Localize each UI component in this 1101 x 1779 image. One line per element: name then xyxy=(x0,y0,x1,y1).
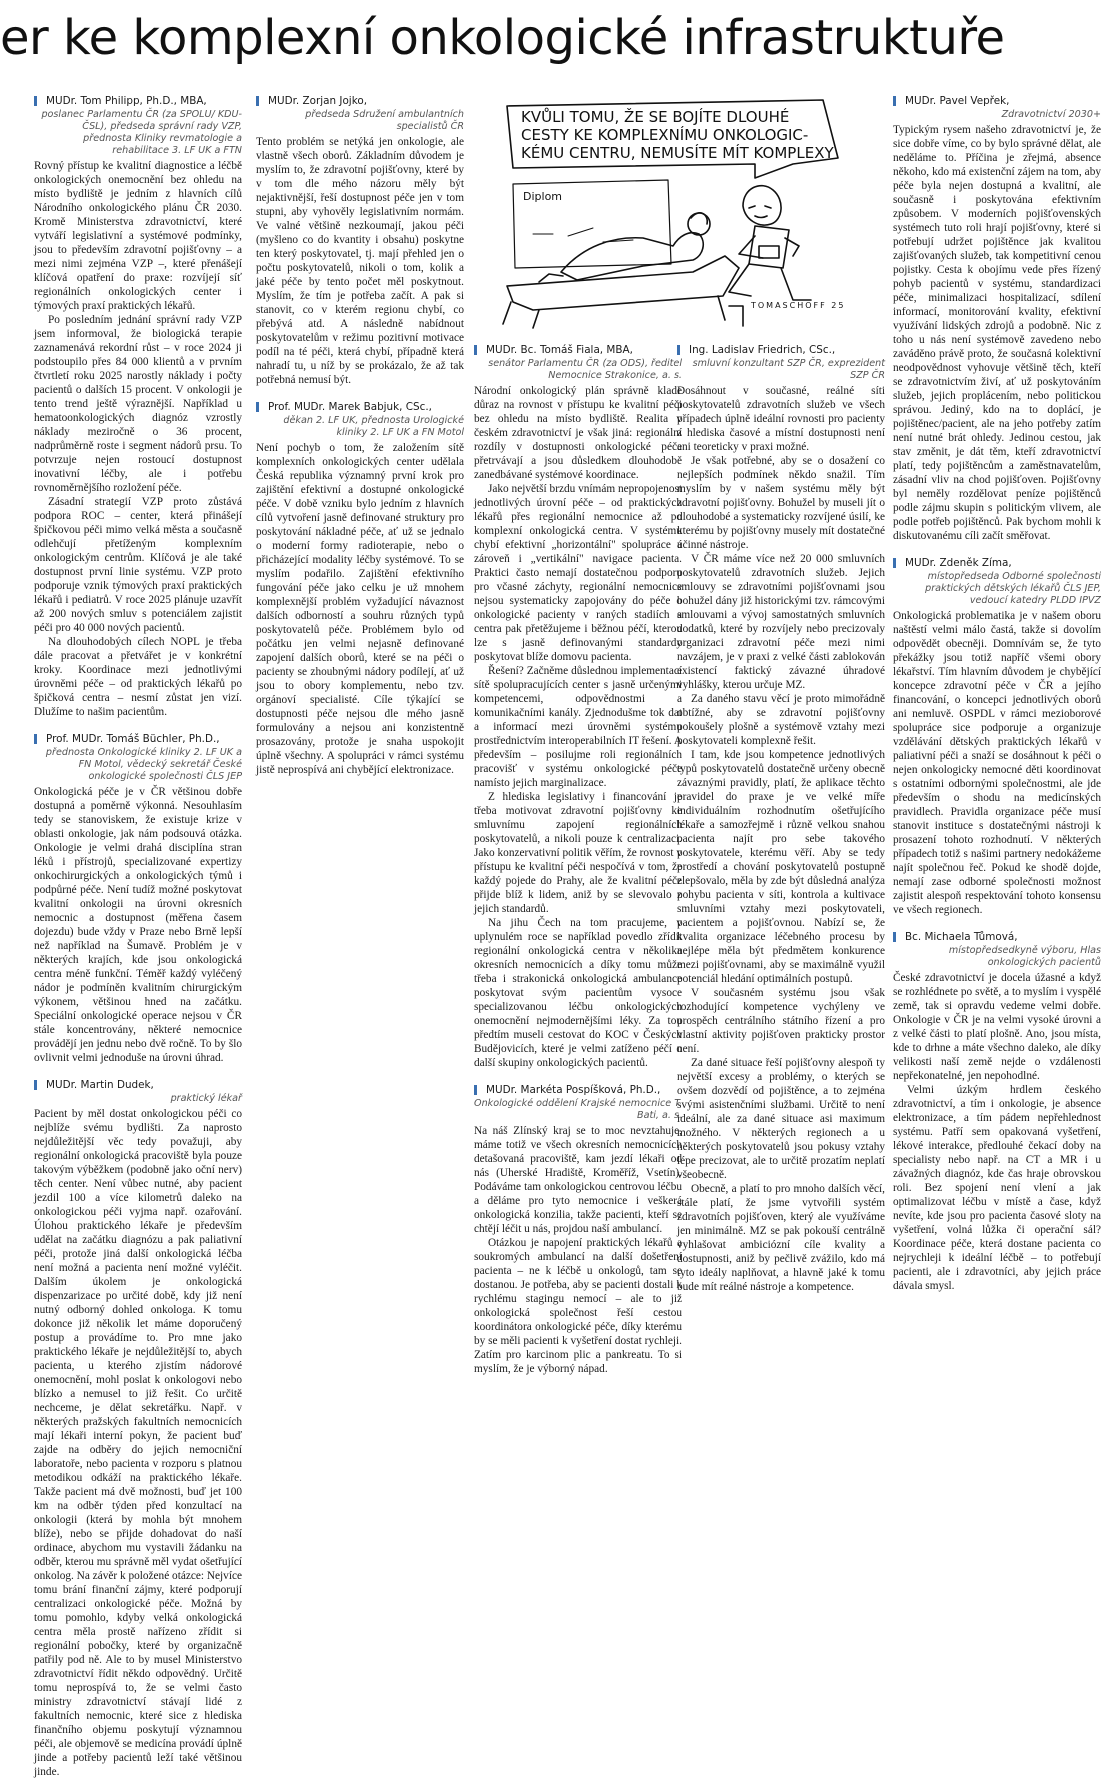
paragraph: I tam, kde jsou kompetence jednotlivých typů poskytovatelů dostatečně určeny obecně závaznými pravidly, platí, že aplikace těchto pravidel do praxe je ve velké míře individuálním rozhodnutím ošetřujícího lékaře a samozřejmě i různě velkou snahou pacienta najít pro sebe takového poskytovatele, kterému věří. Aby se tedy prostředí a chování poskytovatelů postupně zlepšovalo, měla by zde být důsledná analýza pohybu pacienta v síti, kontrola a kultivace smluvními vztahy mezi poskytovateli, pacientem a pojišťovnou. Nabízí se, že kvalita organizace léčebného procesu by nejlépe měla být předmětem konkurence mezi pojišťovnami, aby se maximálně využil potenciál hledání optimálních postupů. xyxy=(677,749,885,985)
author-name: MUDr. Tom Philipp, Ph.D., MBA, xyxy=(34,95,242,108)
paragraph: Na náš Zlínský kraj se to moc nevztahuje, máme totiž ve všech okresních nemocnicích detašovaná pracoviště, kam jezdí lékaři od nás (Uherské Hradiště, Kroměříž, Vsetín). Podáváme tam onkologickou centrovou léčbu a děláme pro tyto nemocnice i veškerá onkologická konzilia, takže pacienti, kteří se chtějí léčit u nás, projdou naší ambulancí. xyxy=(474,1125,682,1235)
paragraph: Řešení? Začněme důslednou implementací sítě spolupracujících center s jasně určenými kompetencemi, odpovědnostmi a komunikačními kanály. Zjednodušme tok dat a informací mezi úrovněmi systému prostřednictvím interoperabilních IT řešení. A především – posilujme roli regionálních pracovišť v systému onkologické péče namísto jejich marginalizace. xyxy=(474,665,682,789)
paragraph: Na jihu Čech na tom pracujeme, v uplynulém roce se například povedlo zřídit regionální onkologická centra v několika okresních nemocnicích a díky tomu může třeba i strakonická onkologická ambulance poskytovat svým pacientům vysoce specializovanou léčbu onkologických onemocnění nejmodernějšími léky. Za tou předtím museli cestovat do KOC v Českých Budějovicích, které je velmi zatíženo péčí o další skupiny onkologických pacientů. xyxy=(474,917,682,1069)
author-name: MUDr. Markéta Pospíšková, Ph.D., xyxy=(474,1084,682,1097)
paragraph: Zásadní strategií VZP proto zůstává podpora ROC – center, která přinášejí špičkovou péči mimo velká města a současně odlehčují přetíženým komplexním onkologickým centrům. Klíčová je ale také dostupnost první linie systému. VZP proto podporuje vznik týmových praxí praktických lékařů i pediatrů. V roce 2025 plánuje uzavřít až 200 nových smluv s potenciálem zajistit péči pro 40 000 nových pacientů. xyxy=(34,496,242,634)
paragraph: V současném systému jsou však rozhodující kompetence vychýleny ve prospěch centrálního státního řízení a pro vlastní aktivity pojišťoven prakticky prostor není. xyxy=(677,987,885,1055)
author-role: děkan 2. LF UK, přednosta Urologické kliniky 2. LF UK a FN Motol xyxy=(283,415,464,438)
paragraph: Onkologická péče je v ČR většinou dobře dostupná a poměrně výkonná. Nesouhlasím tedy se stanoviskem, že existuje krize v oblasti onkologie, jak nám podsouvá otázka. Onkologie je velmi drahá disciplína stran léků i přístrojů, specializované expertizy onkochirurgických a onkologických týmů i podpůrné péče. Není tudíž možné poskytovat kvalitní onkologii na úrovni okresních nemocnic a dostupnost (měřena časem dojezdu) bude vždy v Praze nebo Brně lepší než například na Šumavě. Problém je v některých krajích, kde jsou onkologická centra méně funkční. Téměř každý vyléčený nádor je podmíněn kvalitním chirurgickým výkonem, většinou hned na začátku. Speciální onkologické operace nejsou v ČR stále koncentrovány, některé nemocnice provádějí jen jednu nebo dvě ročně. To by šlo ovlivnit velmi jednoduše na úrovni úhrad. xyxy=(34,786,242,1064)
statement-fiala xyxy=(474,344,682,1070)
paragraph: Národní onkologický plán správně klade důraz na rovnost v přístupu ke kvalitní péči bez ohledu na místo bydliště. Realita v českém zdravotnictví je však jiná: regionální rozdíly v dostupnosti onkologické péče přetrvávají a jsou důsledkem dlouhodobě zanedbávané systémové koordinace. xyxy=(474,385,682,481)
column-3 xyxy=(474,344,682,1544)
paragraph: Obecně, a platí to pro mnoho dalších věcí, stále platí, že jsme vytvořili systém zdravotních pojišťoven, který ale využíváme jen minimálně. MZ se pak pokouší centrálně vyhlašovat ambiciózní cíle kvality a dostupnosti, aniž by pečlivě zvážilo, kdo má tyto ideály naplňovat, a hlavně jaké k tomu bude mít reálné nástroje a kompetence. xyxy=(677,1183,885,1293)
author-name: Ing. Ladislav Friedrich, CSc., xyxy=(677,344,885,357)
author-name: Bc. Michaela Tůmová, xyxy=(893,931,1101,944)
cartoon-illustration xyxy=(493,96,863,331)
statement-friedrich xyxy=(677,344,885,1294)
paragraph: Typickým rysem našeho zdravotnictví je, že sice dobře víme, co by bylo správné dělat, ale neděláme to. Příčina je zřejmá, absence někoho, kdo má existenční zájem na tom, aby péče byla nejen dostupná a kvalitní, ale současně i poskytována efektivním způsobem. V moderních pojišťovenských systémech tuto roli hrají pojišťovny, které si potřebují udržet pojištěnce jak kvalitou zajišťovaných služeb, tak kompetitivní cenou pojistky. Cesta k obojímu vede přes řízený pohyb pacientů v systému, standardizaci péče, minimalizaci hospitalizací, sdílení informací, monitorování kvality, efektivní využívání lidských zdrojů a podobně. Nic z toho u nás není systémově zavedeno nebo zaváděno právě proto, že současná kolektivní neodpovědnost vyhovuje většině těch, kteří se zdravotnictvím živí, ať už poskytováním služeb, jejich proplácením, nebo politickou správou. Jediný, kdo na to doplácí, je pojištěnec/pacient, ale na jeho potřeby zatím není nutné brát ohledy. Jedinou cestou, jak stav změnit, je dát těm, kteří zdravotnictví platí, tedy pojištěncům a zaměstnavatelům, zásadní vliv na chod pojišťoven. Pojišťovny byl neměly rozdělovat peníze pojištěnců podle zájmu skupin s politickým vlivem, ale podle potřeb pojištěnců. Pak bychom mohli k diskutovanému cíli začít směřovat. xyxy=(893,124,1101,542)
paragraph: Velmi úzkým hrdlem českého zdravotnictví, a tím i onkologie, je absence elektronizace, a tím pádem nepřehlednost systému. Patří sem opakovaná vyšetření, lékové interakce, předlouhé čekací doby na specialisty nebo např. na CT a MR i u závažných diagnóz, kde čas hraje obrovskou roli. Bez spojení není vlení a jak optimalizovat léčbu v místě a čase, když nevíte, kde jsou pro pacienta časové sloty na vyšetření, volná lůžka či operační sál? Koordinace péče, která dostane pacienta co nejrychleji k ideální léčbě – to potřebují pacienti, ale i zdravotníci, aby jejich práce dávala smysl. xyxy=(893,1084,1101,1292)
author-name: MUDr. Zdeněk Zíma, xyxy=(893,557,1101,570)
column-2 xyxy=(256,95,464,1545)
author-role: místopředsedkyně výboru, Hlas onkologických pacientů xyxy=(948,945,1101,968)
author-role: místopředseda Odborné společnosti praktických dětských lékařů ČLS JEP, vedoucí katedry PLDD IPVZ xyxy=(925,571,1101,606)
paragraph: Otázkou je napojení praktických lékařů a soukromých ambulancí na další došetření pacienta – ne k léčbě u onkologů, tam se dostanou. Je potřeba, aby se pacienti dostali k rychlému stagingu nemocí – ale to již onkologická společnost řeší cestou koordinátora onkologické péče, díky kterému by se měli pacienti k vyšetření dostat rychleji. Zatím pro karcinom plic a pankreatu. To si myslím, že je výborný nápad. xyxy=(474,1237,682,1375)
column-1 xyxy=(34,95,242,1778)
author-name: Prof. MUDr. Marek Babjuk, CSc., xyxy=(256,401,464,414)
paragraph: Není pochyb o tom, že založením sítě komplexních onkologických center udělala Česká republika významný první krok pro zajištění efektivní a dostupné onkologické péče. V době vzniku bylo jedním z hlavních cílů vytvoření jasně definované struktury pro poskytování nákladné péče, ať už se jednalo o moderní formy radioterapie, nebo o přicházející modality léčby systémové. To se myslím podařilo. Zajištění efektivního fungování péče jako celku je už mnohem komplexnější problém vyžadující návaznost dalších odborností a souhru různých typů poskytovatelů péče. Problémem bylo od počátku jen velmi nejasně definované zapojení dalších oborů, které se na péči o pacienty se zhoubnými nádory podílejí, ať už jsou to obory komplementu, nebo tzv. orgánoví specialisté. Cíle týkající se dostupnosti péče nejsou dle mého jasně formulovány a nejsou ani konzistentně prosazovány, protože je snaha uspokojit úplně všechny. A spolupráci v rámci systému jistě neprospívá ani chybějící elektronizace. xyxy=(256,442,464,776)
paragraph: Za dané situace řeší pojišťovny alespoň ty největší excesy a problémy, o kterých se ovšem dozvědí od pojištěnce, a to zejména svými asistenčními službami. Určitě to není ideální, ale za dané situace asi maximum možného. V některých regionech a u některých poskytovatelů jsou pokusy vztahy lépe precizovat, ale to určitě prozatím neplatí všeobecně. xyxy=(677,1057,885,1181)
statement-pospiskova xyxy=(474,1084,682,1376)
paragraph: Je však potřebné, aby se o dosažení co nejlepších podmínek někdo snažil. Tím myslím by v našem systému měly být zdravotní pojišťovny. Bohužel by museli jít o dlouhodobé a systematicky rozvíjené úsilí, ke kterému by pojišťovny musely mít dostatečné účinné nástroje. xyxy=(677,455,885,551)
paragraph: Tento problém se netýká jen onkologie, ale vlastně všech oborů. Základním důvodem je myslím to, že zdravotní pojišťovny, které by v tom dle mého názoru měly být nejaktivnější, řeší dostupnost péče jen v tom stupni, aby vyhověly legislativním normám. Ve valné většině nezkoumají, jakou péči (myšleno co do kvantity i obsahu) poskytne ten který poskytovatel, tj. mají přehled jen o počtu poskytovatelů, nikoli o tom, kolik a jaké péče by tento počet měl poskytnout. Myslím, že tím je potřeba začít. A pak si stanovit, co v kterém regionu chybí, co přebývá atd. A následně nabídnout poskytovatelům v režimu pozitivní motivace podíl na té péči, která chybí, případně která nahradí tu, u níž by se prokázalo, že až tak potřebná nemusí být. xyxy=(256,136,464,386)
author-role: smluvní konzultant SZP ČR, exprezident SZP ČR xyxy=(692,358,885,381)
author-role: senátor Parlamentu ČR (za ODS), ředitel Nemocnice Strakonice, a. s. xyxy=(488,358,682,381)
paragraph: Jako největší brzdu vnímám nepropojenost jednotlivých úrovní péče – od praktických lékařů přes regionální nemocnice až po komplexní onkologická centra. V systému chybí efektivní „horizontální" spolupráce a zároveň i „vertikální" navigace pacienta. Praktici často nemají dostatečnou podporu pro včasné záchyty, regionální nemocnice nejsou systematicky zapojovány do péče o onkologické pacienty v raných stadiích a centra pak přetěžujeme i běžnou péčí, kterou lze s jasně definovanými standardy poskytovat blíže domovu pacienta. xyxy=(474,483,682,663)
cartoon-caption-line-1: KVŮLI TOMU, ŽE SE BOJÍTE DLOUHÉ xyxy=(521,108,790,126)
cartoon-diploma-label: Diplom xyxy=(523,190,563,203)
column-4 xyxy=(677,344,885,1544)
author-role: přednosta Onkologické kliniky 2. LF UK a FN Motol, vědecký sekretář České onkologické společnosti ČLS JEP xyxy=(45,747,242,782)
author-role: praktický lékař xyxy=(170,1093,242,1104)
author-role: Zdravotnictví 2030+ xyxy=(1001,109,1101,120)
paragraph: Na dlouhodobých cílech NOPL je třeba dále pracovat a přetvářet je v konkrétní kroky. Koordinace mezi jednotlivými úrovněmi péče – od praktických lékařů po špičková centra – nesmí zůstat jen vizí. Dlužíme to našim pacientům. xyxy=(34,636,242,718)
paragraph: Po posledním jednání správní rady VZP jsem informoval, že biologická terapie zaznamenává rekordní růst – v roce 2024 ji podstoupilo přes 84 000 klientů a v prvním čtvrtletí roku 2025 narostly náklady i počty pacientů o dalších 15 procent. V onkologii je tento trend ještě výraznější. Například u hematoonkologických diagnóz vzrostly náklady meziročně o 36 procent, nadprůměrně roste i segment nádorů prsu. To potvrzuje nejen rostoucí dostupnost inovativní léčby, ale i potřebu rovnoměrnějšího rozložení péče. xyxy=(34,314,242,494)
page-headline: er ke komplexní onkologické infrastruktuře xyxy=(0,10,1005,66)
paragraph: Dosáhnout v současné, reálné síti poskytovatelů zdravotních služeb ve všech případech úplně ideální rovnosti pro pacienty z hlediska časové a místní dostupnosti není ani teoreticky v praxi možné. xyxy=(677,385,885,453)
statement-buchler xyxy=(34,733,242,1065)
paragraph: Onkologická problematika je v našem oboru naštěstí velmi málo častá, takže si dovolím odpovědět obecněji. Domnívám se, že tyto překážky jsou totiž napříč všemi obory lékařství. Tím hlavním důvodem je chybějící koncepce zdravotní péče v ČR a jejího financování, o koncepci jednotlivých oborů ani nemluvě. OSPDL v rámci mezioborové spolupráce sice podporuje a organizuje vzdělávání dětských praktických lékařů v paliativní péči a snaží se dosáhnout k péči o nejen onkologicky nemocné děti koordinovat s ostatními odbornými společnostmi, ale jde především o shodu na medicínských pravidlech. Pravidla organizace péče musí stanovit instituce s dostatečnými nástroji k prosazení tohoto rozhodnutí. V některých případech totiž s našimi partnery nedokážeme najít společnou řeč. Pokud ke shodě dojde, nemají zase odborné společnosti možnost zajistit alespoň respektování tohoto konsensu ve všech regionech. xyxy=(893,610,1101,916)
author-name: Prof. MUDr. Tomáš Büchler, Ph.D., xyxy=(34,733,242,746)
statement-zima xyxy=(893,557,1101,917)
statement-philipp xyxy=(34,95,242,719)
paragraph: Pacient by měl dostat onkologickou péči co nejblíže svému bydlišti. Za naprosto nejdůležitější věc tedy považuji, aby regionální onkologická pracoviště byla pouze takovým výběžkem (podobně jako oční nerv) těch center. Není vůbec nutné, aby pacient jezdil 100 a více kilometrů daleko na onkologickou péči vyjma např. ozařování. Úlohou praktického lékaře je především udělat na začátku diagnózu a pak paliativní péči, protože jiná další onkologická léčba není možná a pacienta není možné vyléčit. Dalším úkolem je onkologická dispenzarizace po určité době, kdy již není nutný odborný dohled onkologa. K tomu dokonce již několik let máme doporučený postup a provádíme to. Pro mne jako praktického lékaře je nejdůležitější to, abych pacienta, u kterého zjistím nádorové onemocnění, mohl poslat k onkologovi nebo blízko a nemusel to již řešit. Co určitě nechceme, je dělat sekretářku. Např. v některých pražských fakultních nemocnicích mají lékaři interní pokyn, že pacient buď zajde na odběry do jejich nemocniční laboratoře, nebo pacienta v rozporu s platnou metodikou odkáží na praktického lékaře. Takže pacient má dvě možnosti, buď jet 100 km na odběr týden před konzultací na onkologii (která by mohla být mnohem blíže), nebo se přijde dohadovat do naší ordinace, abychom mu vystavili žádanku na odběr, kterou mu správně měl vydat ošetřující onkolog. Na závěr k položené otázce: Nejvíce tomu brání finanční zájmy, které podporují centralizaci onkologické péče. Možná by tomu pomohlo, kdyby velká onkologická centra měla prostě nařízeno zřídit si regionální pobočky, které by organizačně patřily pod ně. Ale to by musel Ministerstvo zdravotnictví řídit někdo odpovědný. Určitě tomu neprospívá to, že se velmi často ministry zdravotnictví stávají lidé z fakultních nemocnic, které sice z hlediska finančního objemu poskytují významnou péči, ale objemově se medicína provádí úplně jinde a potřeby pacientů leží také většinou jinde. xyxy=(34,1108,242,1778)
paragraph: Z hlediska legislativy i financování je třeba motivovat zdravotní pojišťovny ke smluvnímu zapojení regionálních poskytovatelů, a nikoli pouze k centralizaci. Jako konzervativní politik věřím, že rovnost v přístupu ke kvalitní péči nespočívá v tom, že každý pojede do Prahy, ale že kvalitní péče přijde blíž k lidem, aniž by se slevovalo z jejich standardů. xyxy=(474,791,683,915)
author-name: MUDr. Pavel Vepřek, xyxy=(893,95,1101,108)
author-name: MUDr. Zorjan Jojko, xyxy=(256,95,464,108)
author-role: předseda Sdružení ambulantních specialistů ČR xyxy=(305,109,464,132)
paragraph: České zdravotnictví je docela úžasné a když se rozhlédnete po světě, a to myslím i vyspělé země, tak si opravdu vedeme velmi dobře. Onkologie v ČR je na velmi vysoké úrovni a z velké části to platí plošně. Ano, jsou místa, kde to drhne a máte všechno daleko, ale díky velikosti naší země nejde o vzdálenosti nepřekonatelné, jen nepohodlné. xyxy=(893,972,1101,1082)
statement-tumova xyxy=(893,931,1101,1293)
statement-jojko xyxy=(256,95,464,387)
paragraph: Za daného stavu věcí je proto mimořádně obtížné, aby se zdravotní pojišťovny pokoušely plošně a systémově vztahy mezi poskytovateli komplexně řešit. xyxy=(677,693,885,747)
cartoon-caption-line-2: CESTY KE KOMPLEXNÍMU ONKOLOGIC- xyxy=(521,126,809,144)
cartoon-caption-line-3: KÉMU CENTRU, NEMUSÍTE MÍT KOMPLEXY xyxy=(521,144,834,162)
statement-veprek xyxy=(893,95,1101,543)
statement-dudek xyxy=(34,1079,242,1779)
author-name: MUDr. Bc. Tomáš Fiala, MBA, xyxy=(474,344,682,357)
column-5 xyxy=(893,95,1101,1545)
author-role: poslanec Parlamentu ČR (za SPOLU/ KDU-ČSL), předseda správní rady VZP, přednosta Kliniky revmatologie a rehabilitace 3. LF UK a FTN xyxy=(41,109,242,156)
author-role: Onkologické oddělení Krajské nemocnice T. Bati, a. s. xyxy=(474,1098,682,1121)
author-name: MUDr. Martin Dudek, xyxy=(34,1079,242,1092)
paragraph: Rovný přístup ke kvalitní diagnostice a léčbě onkologických onemocnění bez ohledu na místo bydliště je jedním z hlavních cílů Národního onkologického plánu ČR 2030. Kromě Ministerstva zdravotnictví, které vytváří legislativní a systémové podmínky, jsou to především zdravotní pojišťovny – a mezi nimi zejména VZP –, které přenášejí klíčová opatření do praxe: rozvíjejí síť regionálních onkologických center i týmových praxí praktických lékařů. xyxy=(34,160,242,312)
paragraph: V ČR máme více než 20 000 smluvních poskytovatelů zdravotních služeb. Jejich smlouvy se zdravotními pojišťovnami jsou bohužel dány již historickými tzv. rámcovými smlouvami a vývoj samostatných smluvních dodatků, které by rozvíjely nebo precizovaly organizaci zdravotní péče mezi nimi navzájem, je v praxi z velké části zablokován existencí faktický závazné úhradové vyhlášky, kterou určuje MZ. xyxy=(677,553,885,691)
statement-babjuk xyxy=(256,401,464,777)
cartoon-signature: TOMASCHOFF 25 xyxy=(751,301,846,310)
